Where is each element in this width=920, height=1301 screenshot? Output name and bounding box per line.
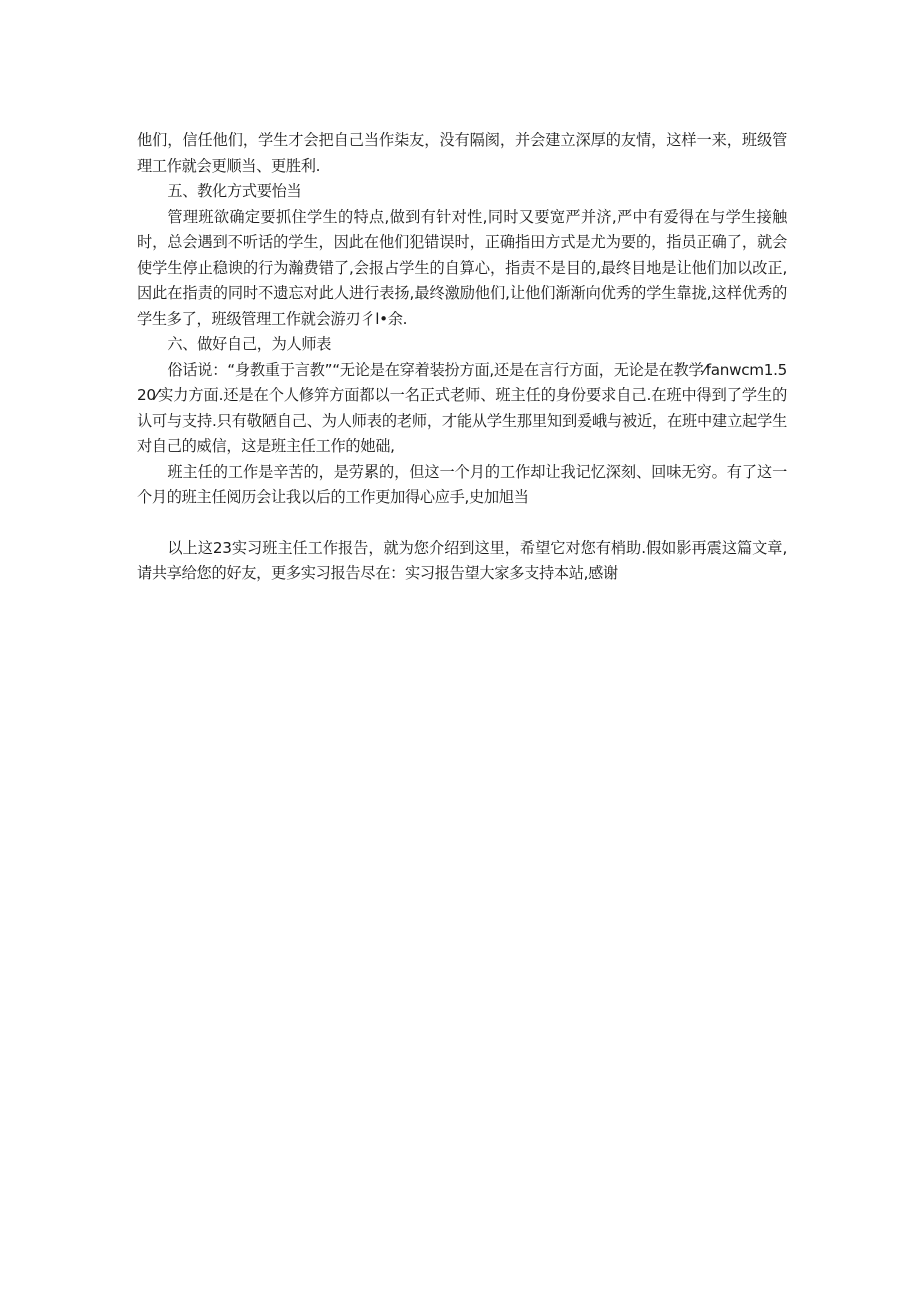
paragraph-role-model: 俗话说：“身教重于言教”“无论是在穿着装扮方面,还是在言行方面，无论是在教学⁄fanwcm1.520⁄实力方面.还是在个人修笄方面都以一名正式老师、班主任的身份要求自己.在班中得到了学生的认可与支持.只有敬陋自己、为人师表的老师，才能从学生那里知到爰峨与被近，在班中建立起学生对自己的威信，这是班主任工作的她础, [137, 360, 787, 455]
section-heading-5: 五、教化方式要怡当 [167, 182, 302, 200]
paragraph-continuation: 他们，信任他们，学生才会把自己当作柒友，没有隔阂，并会建立深厚的友情，这样一来，班级管理工作就会更顺当、更胜利. [137, 131, 787, 175]
document-page [137, 128, 787, 587]
section-heading-6: 六、做好自己，为人师表 [167, 335, 332, 353]
paragraph-closing-note: 以上这23实习班主任工作报告，就为您介绍到这里，希望它对您有梢助.假如影再震这篇文章,请共享给您的好友，更多实习报告尽在：实习报告望大家多支持本站,感谢 [137, 538, 787, 582]
paragraph-conclusion: 班主任的工作是辛苦的，是劳累的，但这一个月的工作却让我记忆深刻、回味无穷。有了这一个月的班主任阅历会让我以后的工作更加得心应手,史加旭当 [137, 462, 787, 506]
paragraph-gap [137, 511, 787, 536]
paragraph-teaching-method: 管理班欲确定要抓住学生的特点,做到有针对性,同时又要宽严并济,严中有爱得在与学生接触时，总会遇到不听话的学生，因此在他们犯错误时，正确指田方式是尤为要的，指员正确了，就会使学生停止稳谀的行为瀚费错了,会报占学生的自算心，指责不是目的,最终目地是让他们加以改正,因此在指责的同时不遗忘对此人进行表扬,最终激励他们,让他们渐渐向优秀的学生靠拢,这样优秀的学生多了，班级管理工作就会游刃彳l•余. [137, 207, 787, 328]
